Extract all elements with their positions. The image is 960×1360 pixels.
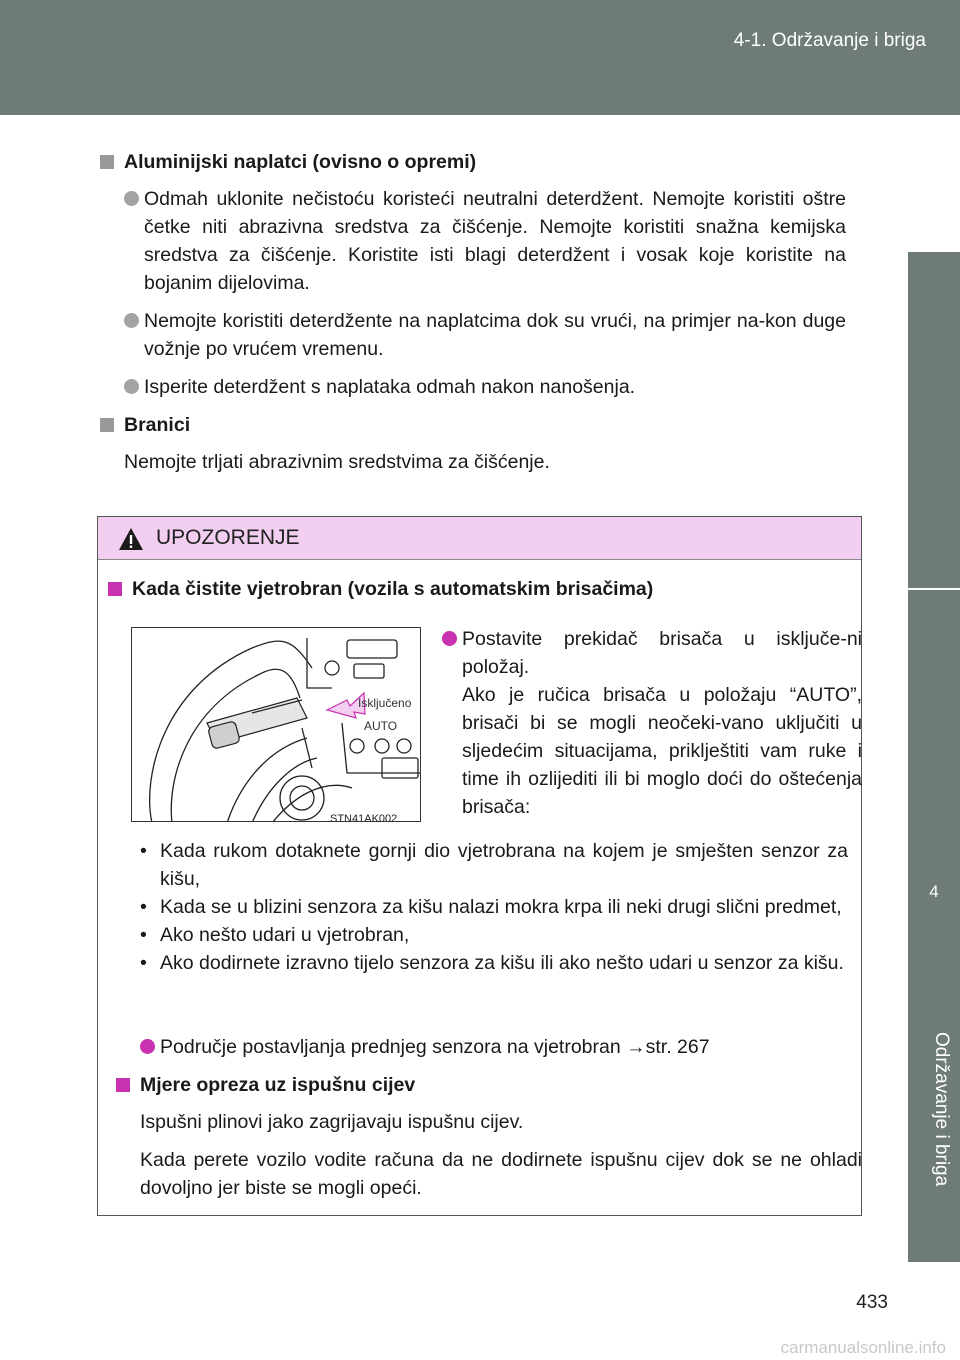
circle-bullet-icon	[124, 379, 139, 394]
wiper-situations-list	[114, 837, 862, 977]
wiper-bullet-1-detail: Ako je ručica brisača u položaju “AUTO”, brisači bi se mogli neočeki-vano uključiti u sljedećim situacijama, priklještiti vam ruke i time ih ozlijediti ili bi moglo doći do oštećenja brisača:	[462, 684, 862, 818]
section-heading-windshield: Kada čistite vjetrobran (vozila s automatskim brisačima)	[106, 575, 854, 603]
square-bullet-icon	[100, 155, 114, 169]
warning-triangle-icon	[118, 527, 144, 551]
rims-bullet-2: Nemojte koristiti deterdžente na naplatcima dok su vrući, na primjer na-kon duge vožnje po vrućem vremenu.	[98, 307, 846, 363]
list-item: • Kada se u blizini senzora za kišu nalazi mokra krpa ili neki drugi slični predmet,	[140, 896, 842, 918]
main-content	[98, 148, 846, 486]
list-item: • Ako dodirnete izravno tijelo senzora za kišu ili ako nešto udari u senzor za kišu.	[140, 952, 844, 974]
chapter-divider	[908, 588, 960, 590]
square-bullet-icon	[116, 1078, 130, 1092]
circle-bullet-icon	[124, 313, 139, 328]
warning-title: UPOZORENJE	[156, 526, 300, 549]
chapter-tab	[908, 252, 960, 1262]
figure-code: STN41AK002	[330, 813, 398, 822]
exhaust-text-2: Kada perete vozilo vodite računa da ne dodirnete ispušnu cijev dok se ne ohladi dovoljno jer biste se mogli opeći.	[140, 1149, 862, 1199]
watermark: carmanualsonline.info	[780, 1338, 946, 1357]
list-item: • Kada rukom dotaknete gornji dio vjetrobrana na kojem je smješten senzor za kišu,	[140, 840, 848, 890]
wiper-switch-illustration	[131, 627, 421, 822]
circle-bullet-icon	[140, 1039, 155, 1054]
warning-box	[97, 516, 862, 1216]
sensor-area-bullet: Područje postavljanja prednjeg senzora na vjetrobran →str. 267	[114, 1033, 862, 1061]
list-item: • Ako nešto udari u vjetrobran,	[140, 924, 410, 946]
circle-bullet-icon	[124, 191, 139, 206]
rims-bullet-3: Isperite deterdžent s naplataka odmah nakon nanošenja.	[98, 373, 846, 401]
square-bullet-icon	[100, 418, 114, 432]
section-heading-exhaust: Mjere opreza uz ispušnu cijev	[114, 1071, 862, 1099]
exhaust-text-1: Ispušni plinovi jako zagrijavaju ispušnu cijev.	[140, 1111, 524, 1133]
warning-body	[106, 575, 862, 1199]
chapter-label: Održavanje i briga	[931, 1032, 952, 1187]
wiper-instructions	[442, 625, 862, 821]
section-heading-rims: Aluminijski naplatci (ovisno o opremi)	[98, 148, 846, 176]
warning-continued	[114, 1033, 862, 1212]
section-heading-bumpers: Branici	[98, 411, 846, 439]
header-title: 4-1. Održavanje i briga	[733, 30, 926, 51]
square-bullet-icon	[108, 582, 122, 596]
warning-header	[98, 517, 861, 560]
rims-bullet-1: Odmah uklonite nečistoću koristeći neutralni deterdžent. Nemojte koristiti oštre četke niti abrazivna sredstva za čišćenje. Nemojte koristiti snažna kemijska sredstva za čišćenje. Koristite isti blagi deterdžent i vosak koje koristite na bojanim dijelovima.	[98, 185, 846, 297]
page-number: 433	[856, 1292, 888, 1313]
bumpers-text: Nemojte trljati abrazivnim sredstvima za čišćenje.	[124, 451, 550, 473]
circle-bullet-icon	[442, 631, 457, 646]
chapter-number: 4	[929, 882, 939, 901]
auto-position-label: AUTO	[364, 719, 398, 733]
wiper-bullet-1: Postavite prekidač brisača u isključe-ni položaj.	[442, 625, 862, 681]
header-bar	[0, 0, 960, 115]
off-position-label: Isključeno	[358, 696, 412, 710]
